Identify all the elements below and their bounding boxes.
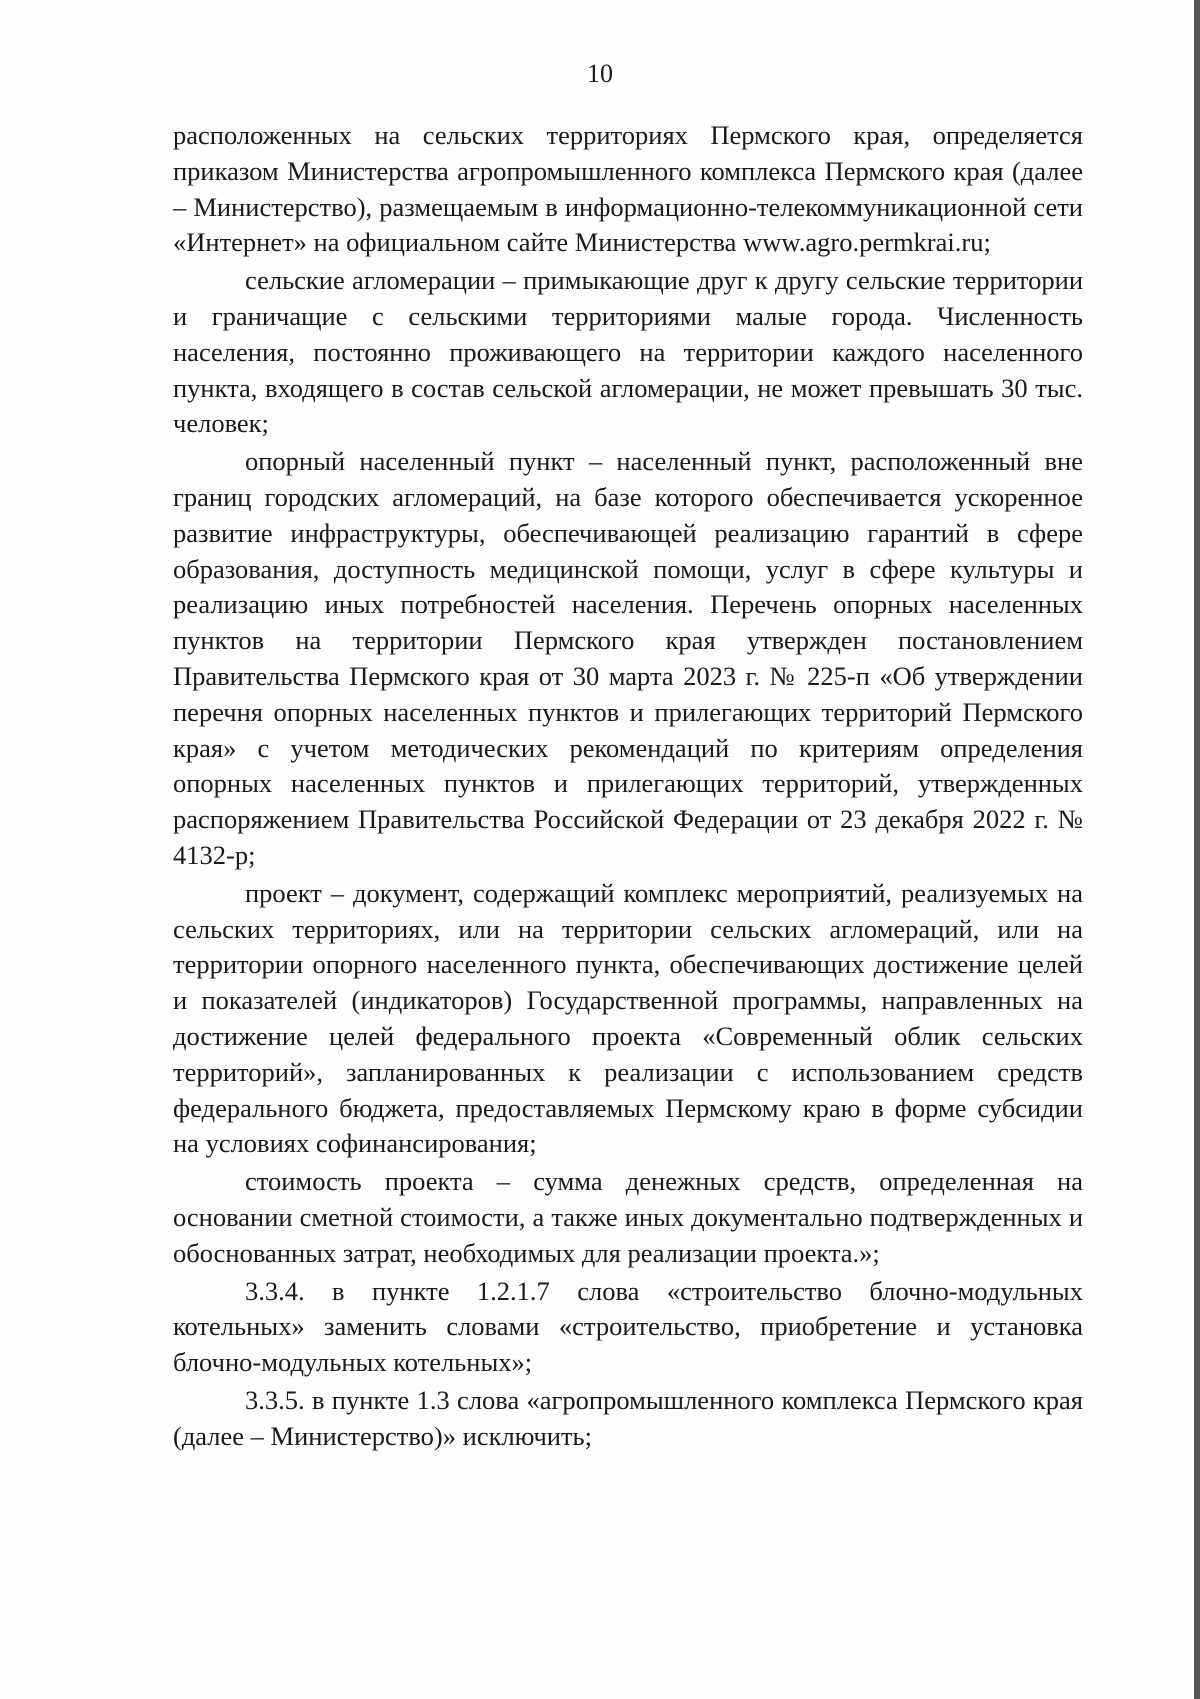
paragraph-continuation: расположенных на сельских территориях Пермского края, определяется приказом Министерства агропромышленного комплекса Пермского края (далее – Министерство), размещаемым в информационно-телекоммуникационной сети «Интернет» на официальном сайте Министерства www.agro.permkrai.ru; bbox=[173, 120, 1083, 258]
document-body bbox=[173, 118, 1083, 1456]
paragraph-item-3-3-4: 3.3.4. в пункте 1.2.1.7 слова «строительство блочно-модульных котельных» заменить словами «строительство, приобретение и установка блочно-модульных котельных»; bbox=[173, 1275, 1083, 1378]
paragraph-rural-agglomerations: сельские агломерации – примыкающие друг к другу сельские территории и граничащие с сельскими территориями малые города. Численность населения, постоянно проживающего на территории каждого населенного пункта, входящего в состав сельской агломерации, не может превышать 30 тыс. человек; bbox=[173, 265, 1083, 439]
paragraph-project-definition: проект – документ, содержащий комплекс мероприятий, реализуемых на сельских территориях, или на территории сельских агломераций, или на территории опорного населенного пункта, обеспечивающих достижение целей и показателей (индикаторов) Государственной программы, направленных на достижение целей федерального проекта «Современный облик сельских территорий», запланированных к реализации с использованием средств федерального бюджета, предоставляемых Пермскому краю в форме субсидии на условиях софинансирования; bbox=[173, 877, 1083, 1159]
paragraph-project-cost: стоимость проекта – сумма денежных средств, определенная на основании сметной стоимости, а также иных документально подтвержденных и обоснованных затрат, необходимых для реализации проекта.»; bbox=[173, 1166, 1083, 1268]
paragraph-reference-settlement: опорный населенный пункт – населенный пункт, расположенный вне границ городских агломераций, на базе которого обеспечивается ускоренное развитие инфраструктуры, обеспечивающей реализацию гарантий в сфере образования, доступность медицинской помощи, услуг в сфере культуры и реализацию иных потребностей населения. Перечень опорных населенных пунктов на территории Пермского края утвержден постановлением Правительства Пермского края от 30 марта 2023 г. № 225-п «Об утверждении перечня опорных населенных пунктов и прилегающих территорий Пермского края» с учетом методических рекомендаций по критериям определения опорных населенных пунктов и прилегающих территорий, утвержденных распоряжением Правительства Российской Федерации от 23 декабря 2022 г. № 4132-р; bbox=[173, 446, 1083, 870]
scan-edge-shadow bbox=[1194, 0, 1200, 1699]
page-number: 10 bbox=[587, 59, 613, 88]
paragraph-item-3-3-5: 3.3.5. в пункте 1.3 слова «агропромышленного комплекса Пермского края (далее – Министерство)» исключить; bbox=[173, 1384, 1083, 1451]
